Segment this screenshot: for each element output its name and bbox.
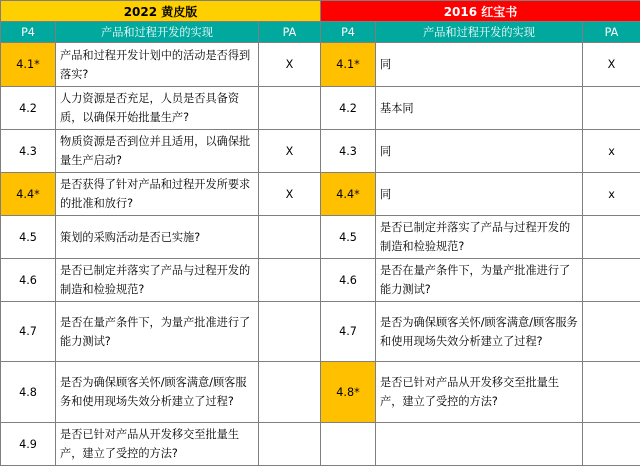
right-pa-mark <box>583 87 640 130</box>
right-pa-mark: x <box>583 173 640 216</box>
left-item-text: 是否已制定并落实了产品与过程开发的制造和检验规范? <box>56 259 259 302</box>
right-version-title: 2016 红宝书 <box>321 1 640 22</box>
left-item-text: 是否为确保顾客关怀/顾客满意/顾客服务和使用现场失效分析建立了过程? <box>56 362 259 423</box>
left-pa-mark <box>259 216 321 259</box>
right-item-text: 同 <box>376 43 583 87</box>
left-pa-mark <box>259 423 321 466</box>
right-pa-mark <box>583 423 640 466</box>
right-item-id: 4.7 <box>321 302 376 362</box>
table-row <box>1 130 640 173</box>
right-item-text: 同 <box>376 130 583 173</box>
left-pa-mark: X <box>259 130 321 173</box>
right-item-id <box>321 423 376 466</box>
left-item-text: 人力资源是否充足，人员是否具备资质，以确保开始批量生产? <box>56 87 259 130</box>
right-item-id: 4.4* <box>321 173 376 216</box>
right-pa-mark: X <box>583 43 640 87</box>
left-item-text: 物质资源是否到位并且适用，以确保批量生产启动? <box>56 130 259 173</box>
right-pa-mark: x <box>583 130 640 173</box>
left-item-id: 4.2 <box>1 87 56 130</box>
table-row <box>1 173 640 216</box>
table-row <box>1 259 640 302</box>
left-pa-header: PA <box>259 22 321 43</box>
left-pa-mark <box>259 302 321 362</box>
right-item-id: 4.8* <box>321 362 376 423</box>
right-item-text: 是否已针对产品从开发移交至批量生产，建立了受控的方法? <box>376 362 583 423</box>
left-item-id: 4.9 <box>1 423 56 466</box>
left-item-text: 是否在量产条件下，为量产批准进行了能力测试? <box>56 302 259 362</box>
right-item-text: 是否已制定并落实了产品与过程开发的制造和检验规范? <box>376 216 583 259</box>
right-pa-mark <box>583 302 640 362</box>
left-item-id: 4.6 <box>1 259 56 302</box>
right-pa-header: PA <box>583 22 640 43</box>
left-pa-mark <box>259 87 321 130</box>
right-item-id: 4.6 <box>321 259 376 302</box>
left-item-id: 4.5 <box>1 216 56 259</box>
right-item-text: 是否为确保顾客关怀/顾客满意/顾客服务和使用现场失效分析建立了过程? <box>376 302 583 362</box>
left-item-id: 4.8 <box>1 362 56 423</box>
left-pa-mark: X <box>259 43 321 87</box>
left-p4-header: P4 <box>1 22 56 43</box>
table-row <box>1 43 640 87</box>
left-pa-mark <box>259 259 321 302</box>
table-row <box>1 362 640 423</box>
table-row <box>1 423 640 466</box>
right-p4-header: P4 <box>321 22 376 43</box>
left-item-text: 是否获得了针对产品和过程开发所要求的批准和放行? <box>56 173 259 216</box>
right-desc-header: 产品和过程开发的实现 <box>376 22 583 43</box>
right-item-id: 4.2 <box>321 87 376 130</box>
right-pa-mark <box>583 259 640 302</box>
right-item-text: 同 <box>376 173 583 216</box>
right-item-text <box>376 423 583 466</box>
right-item-text: 是否在量产条件下，为量产批准进行了能力测试? <box>376 259 583 302</box>
right-item-id: 4.3 <box>321 130 376 173</box>
left-item-id: 4.3 <box>1 130 56 173</box>
left-item-text: 产品和过程开发计划中的活动是否得到落实? <box>56 43 259 87</box>
table-row <box>1 216 640 259</box>
right-item-text: 基本同 <box>376 87 583 130</box>
left-version-title: 2022 黄皮版 <box>1 1 321 22</box>
right-item-id: 4.1* <box>321 43 376 87</box>
left-item-id: 4.7 <box>1 302 56 362</box>
left-item-text: 是否已针对产品从开发移交至批量生产，建立了受控的方法? <box>56 423 259 466</box>
right-item-id: 4.5 <box>321 216 376 259</box>
right-pa-mark <box>583 362 640 423</box>
table-row <box>1 302 640 362</box>
left-item-text: 策划的采购活动是否已实施? <box>56 216 259 259</box>
left-item-id: 4.1* <box>1 43 56 87</box>
right-pa-mark <box>583 216 640 259</box>
table-row <box>1 87 640 130</box>
left-pa-mark: X <box>259 173 321 216</box>
left-desc-header: 产品和过程开发的实现 <box>56 22 259 43</box>
left-item-id: 4.4* <box>1 173 56 216</box>
left-pa-mark <box>259 362 321 423</box>
